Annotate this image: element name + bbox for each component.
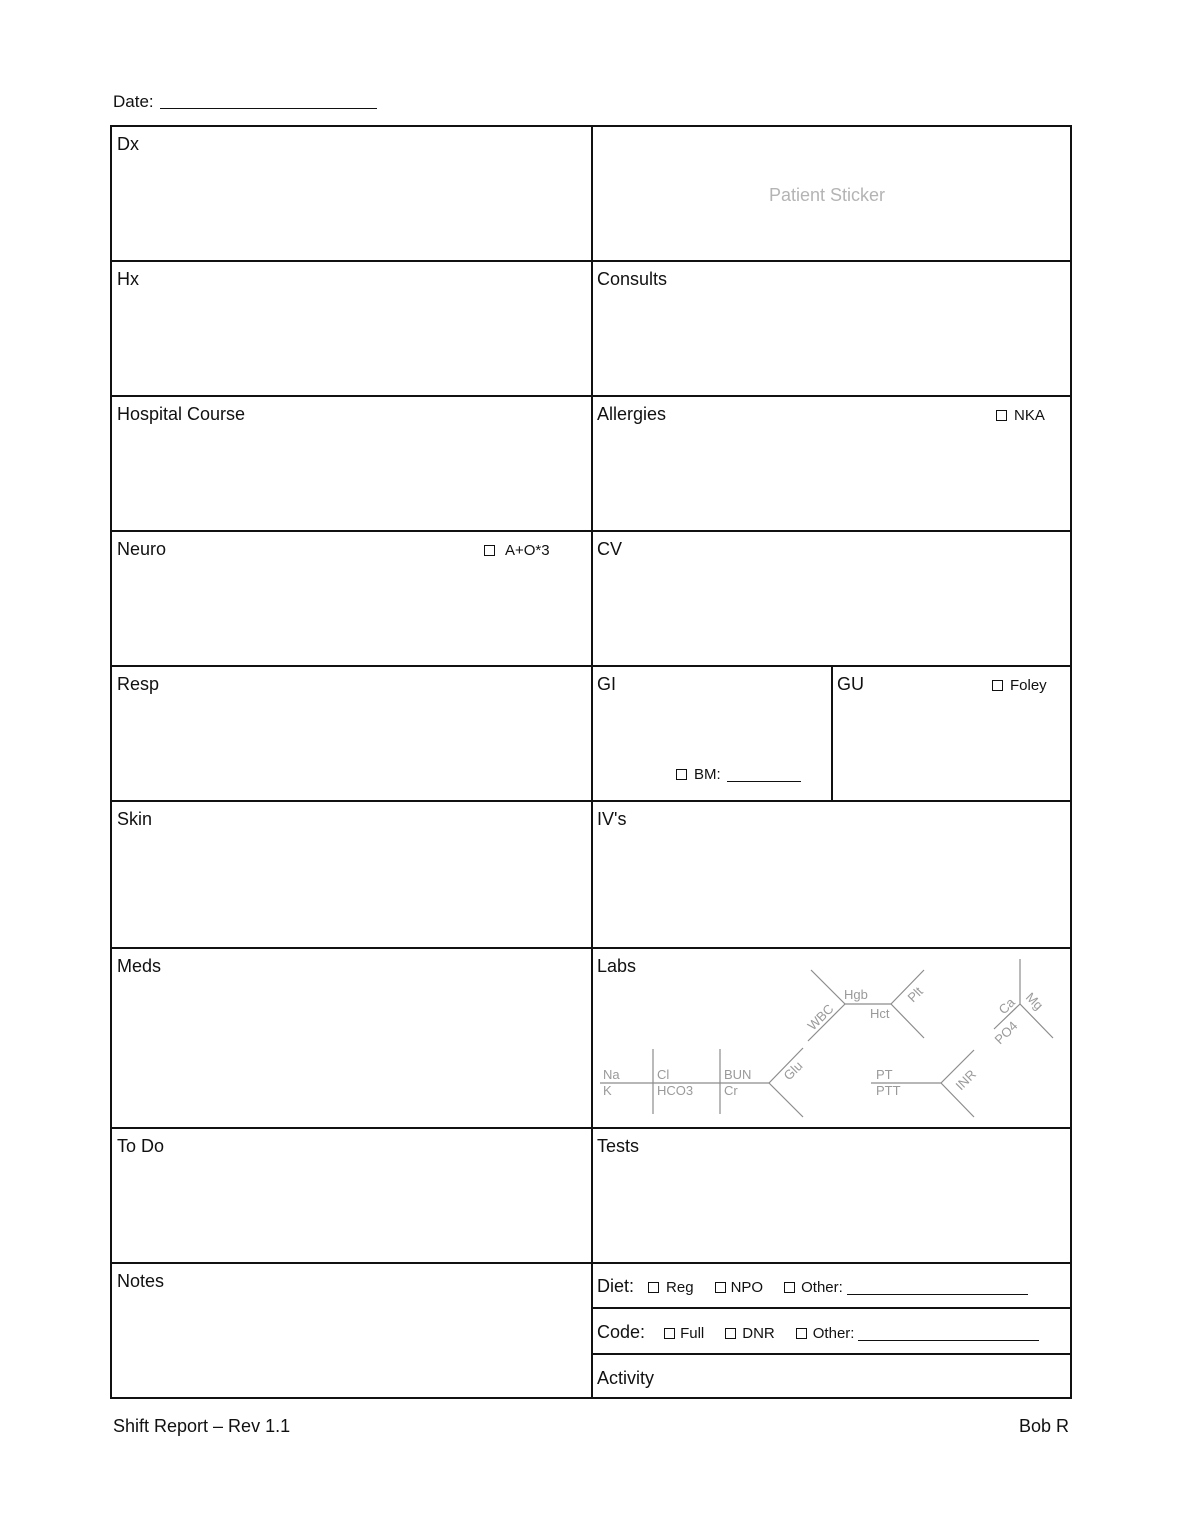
- shift-report-form: [110, 125, 1072, 1399]
- allergies-label: Allergies: [597, 404, 667, 424]
- hospital-course-label: Hospital Course: [117, 404, 246, 424]
- todo-label: To Do: [117, 1136, 165, 1156]
- footer-form-title: Shift Report – Rev 1.1: [113, 1416, 291, 1436]
- diet-other-label: Other:: [801, 1279, 843, 1296]
- cbc-line: [811, 970, 845, 1004]
- bm-underline[interactable]: [727, 767, 801, 782]
- code-full-label: Full: [680, 1325, 705, 1342]
- date-underline[interactable]: [160, 94, 377, 109]
- date-field[interactable]: [113, 92, 377, 112]
- ptt-text: PTT: [876, 1083, 901, 1098]
- nka-label: NKA: [1014, 407, 1045, 424]
- code-label: Code:: [597, 1322, 646, 1342]
- hct-text: Hct: [870, 1006, 890, 1021]
- cbc-line: [891, 1004, 924, 1038]
- bm-checkbox[interactable]: [676, 765, 801, 785]
- notes-label: Notes: [117, 1271, 165, 1291]
- checkbox-icon[interactable]: [484, 545, 495, 556]
- hgb-text: Hgb: [844, 987, 868, 1002]
- center-divider: [591, 127, 593, 1399]
- diet-other-underline[interactable]: [847, 1280, 1028, 1295]
- aox3-label: A+O*3: [505, 542, 550, 559]
- neuro-label: Neuro: [117, 539, 167, 559]
- diet-row: [597, 1276, 1028, 1298]
- diet-reg-checkbox[interactable]: [648, 1279, 694, 1296]
- gi-gu-divider: [831, 665, 833, 800]
- cv-label: CV: [597, 539, 623, 559]
- wbc-text: WBC: [804, 1001, 837, 1034]
- row-divider: [112, 1262, 1072, 1264]
- row-divider: [112, 665, 1072, 667]
- cl-text: Cl: [657, 1067, 670, 1082]
- checkbox-icon[interactable]: [796, 1328, 807, 1339]
- resp-label: Resp: [117, 674, 160, 694]
- meds-label: Meds: [117, 956, 162, 976]
- code-other-checkbox[interactable]: [796, 1325, 1040, 1342]
- checkbox-icon[interactable]: [648, 1282, 659, 1293]
- tests-label: Tests: [597, 1136, 640, 1156]
- hco3-text: HCO3: [657, 1083, 694, 1098]
- checkbox-icon[interactable]: [664, 1328, 675, 1339]
- checkbox-icon[interactable]: [784, 1282, 795, 1293]
- gu-label: GU: [837, 674, 864, 694]
- checkbox-icon[interactable]: [996, 410, 1007, 421]
- code-full-checkbox[interactable]: [664, 1325, 704, 1342]
- cr-text: Cr: [724, 1083, 738, 1098]
- hx-label: Hx: [117, 269, 139, 289]
- code-other-underline[interactable]: [858, 1326, 1039, 1341]
- nka-checkbox[interactable]: [996, 406, 1045, 426]
- code-row: [597, 1322, 1039, 1344]
- k-text: K: [603, 1083, 612, 1098]
- bun-text: BUN: [724, 1067, 752, 1082]
- labs-fishbone-diagram: [593, 949, 1071, 1127]
- foley-label: Foley: [1010, 677, 1047, 694]
- row-divider: [112, 395, 1072, 397]
- row-divider: [112, 260, 1072, 262]
- ca-text: Ca: [995, 994, 1018, 1018]
- bmp-tail-line: [769, 1083, 803, 1117]
- bm-label: BM:: [694, 766, 721, 783]
- activity-label: Activity: [597, 1368, 655, 1388]
- checkbox-icon[interactable]: [715, 1282, 726, 1293]
- row-divider: [112, 800, 1072, 802]
- checkbox-icon[interactable]: [676, 769, 687, 780]
- date-label: Date:: [113, 92, 154, 111]
- diet-npo-checkbox[interactable]: [715, 1279, 764, 1296]
- row-divider: [112, 1127, 1072, 1129]
- dx-label: Dx: [117, 134, 139, 154]
- glu-text: Glu: [780, 1058, 806, 1084]
- inr-text: INR: [952, 1066, 979, 1094]
- code-other-label: Other:: [812, 1325, 855, 1342]
- pt-text: PT: [876, 1067, 893, 1082]
- checkbox-icon[interactable]: [725, 1328, 736, 1339]
- diet-npo-label: NPO: [730, 1279, 764, 1296]
- foley-checkbox[interactable]: [992, 676, 1047, 696]
- labs-label: Labs: [597, 956, 637, 976]
- skin-label: Skin: [117, 809, 153, 829]
- po4-text: PO4: [991, 1018, 1021, 1048]
- mg-text: Mg: [1022, 989, 1047, 1013]
- row-divider: [112, 530, 1072, 532]
- diet-label: Diet:: [597, 1276, 635, 1296]
- checkbox-icon[interactable]: [992, 680, 1003, 691]
- code-dnr-label: DNR: [742, 1325, 775, 1342]
- consults-label: Consults: [597, 269, 668, 289]
- row-divider: [591, 1353, 1072, 1355]
- row-divider: [591, 1307, 1072, 1309]
- aox3-checkbox[interactable]: [484, 541, 550, 561]
- plt-text: Plt: [904, 983, 926, 1006]
- ivs-label: IV's: [597, 809, 627, 829]
- footer-author: Bob R: [1018, 1416, 1069, 1436]
- na-text: Na: [603, 1067, 620, 1082]
- code-dnr-checkbox[interactable]: [725, 1325, 775, 1342]
- diet-other-checkbox[interactable]: [784, 1279, 1028, 1296]
- diet-reg-label: Reg: [666, 1279, 694, 1296]
- gi-label: GI: [597, 674, 617, 694]
- patient-sticker-placeholder: Patient Sticker: [769, 185, 886, 205]
